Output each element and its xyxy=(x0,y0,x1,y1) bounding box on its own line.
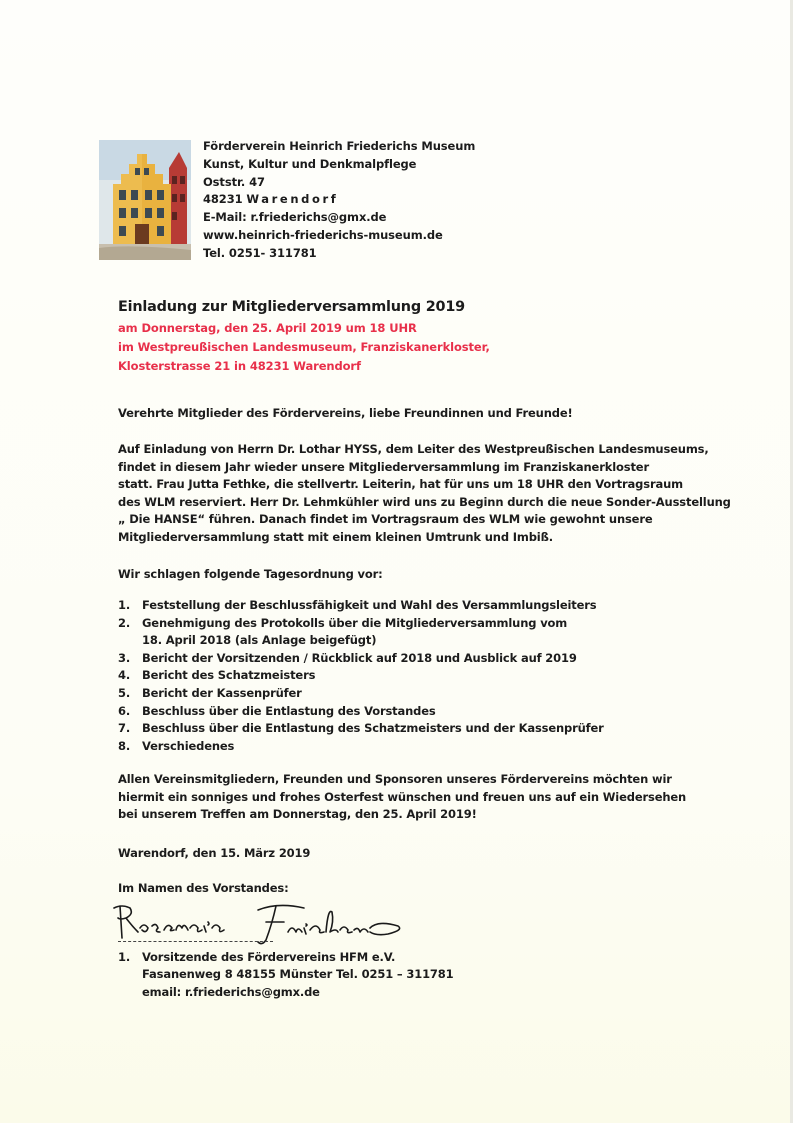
paragraph-line: statt. Frau Jutta Fethke, die stellvertr. Leiterin, hat für uns um 18 UHR den Vortragsraum xyxy=(118,477,683,492)
greeting xyxy=(118,405,573,423)
paragraph-line: findet in diesem Jahr wieder unsere Mitgliederversammlung im Franziskanerkloster xyxy=(118,459,649,474)
agenda-text: Verschiedenes xyxy=(142,738,235,753)
agenda-text: Bericht des Schatzmeisters xyxy=(142,668,316,683)
agenda-item xyxy=(118,597,604,615)
association-name: Förderverein Heinrich Friederichs Museum xyxy=(203,139,476,153)
agenda-item xyxy=(118,720,604,738)
agenda-intro xyxy=(118,566,383,584)
on-behalf-line: Im Namen des Vorstandes: xyxy=(118,881,289,895)
paragraph-line: Auf Einladung von Herrn Dr. Lothar HYSS, dem Leiter des Westpreußischen Landesmuseums, xyxy=(118,442,709,456)
event-date: am Donnerstag, den 25. April 2019 um 18 UHR xyxy=(118,321,417,335)
paragraph-line: „ Die HANSE“ führen. Danach findet im Vortragsraum des WLM wie gewohnt unsere xyxy=(118,512,653,527)
museum-building-logo xyxy=(99,140,191,260)
agenda-number: 1. xyxy=(118,598,131,612)
zip-code: 48231 xyxy=(203,192,243,207)
signer-email: email: r.friederichs@gmx.de xyxy=(142,984,320,999)
signer-role: Vorsitzende des Fördervereins HFM e.V. xyxy=(141,950,396,964)
agenda-item xyxy=(118,685,604,703)
event-venue: im Westpreußischen Landesmuseum, Franziskanerkloster, xyxy=(118,339,490,354)
agenda-text: Beschluss über die Entlastung des Vorstandes xyxy=(142,703,436,718)
agenda-text: Bericht der Kassenprüfer xyxy=(142,685,302,700)
paragraph-line: Mitgliederversammlung statt mit einem kleinen Umtrunk und Imbiß. xyxy=(118,529,553,544)
agenda-number: 3. xyxy=(118,650,131,665)
agenda-text: Beschluss über die Entlastung des Schatzmeisters und der Kassenprüfer xyxy=(142,721,604,736)
email-line: E-Mail: r.friederichs@gmx.de xyxy=(203,210,387,225)
event-details xyxy=(118,319,490,375)
association-subtitle: Kunst, Kultur und Denkmalpflege xyxy=(203,156,417,171)
agenda-item xyxy=(118,615,604,650)
paragraph-line: des WLM reserviert. Herr Dr. Lehmkühler wird uns zu Beginn durch die neue Sonder-Ausstellung xyxy=(118,494,731,509)
agenda-number: 2. xyxy=(118,615,131,630)
handwritten-signature xyxy=(108,898,408,954)
agenda-intro-line: Wir schlagen folgende Tagesordnung vor: xyxy=(118,567,383,581)
agenda-number: 6. xyxy=(118,703,131,718)
signer-address: Fasanenweg 8 48155 Münster Tel. 0251 – 311781 xyxy=(142,967,454,982)
place-date xyxy=(118,845,310,863)
agenda-number: 8. xyxy=(118,738,131,753)
greeting-line: Verehrte Mitglieder des Fördervereins, liebe Freundinnen und Freunde! xyxy=(118,406,573,420)
letter-title: Einladung zur Mitgliederversammlung 2019 xyxy=(118,299,465,315)
closing-paragraph xyxy=(118,771,686,824)
on-behalf xyxy=(118,880,289,898)
signature-line xyxy=(118,941,273,942)
street-address: Oststr. 47 xyxy=(203,174,265,189)
agenda-number: 4. xyxy=(118,668,131,683)
signer-role-number: 1. xyxy=(118,950,131,964)
city-line xyxy=(203,191,475,209)
agenda-list xyxy=(118,597,604,755)
agenda-item xyxy=(118,738,604,756)
agenda-number: 5. xyxy=(118,685,131,700)
place-date-line: Warendorf, den 15. März 2019 xyxy=(118,846,311,860)
agenda-item xyxy=(118,650,604,668)
agenda-text: Bericht der Vorsitzenden / Rückblick auf 2018 und Ausblick auf 2019 xyxy=(142,650,577,665)
association-header xyxy=(203,138,475,263)
signer-details xyxy=(118,949,454,1001)
paragraph-line: bei unserem Treffen am Donnerstag, den 25. April 2019! xyxy=(118,807,477,822)
agenda-text: 18. April 2018 (als Anlage beigefügt) xyxy=(142,633,377,648)
agenda-item xyxy=(118,667,604,685)
agenda-number: 7. xyxy=(118,721,131,736)
event-address: Klosterstrasse 21 in 48231 Warendorf xyxy=(118,358,361,373)
intro-paragraph xyxy=(118,441,731,547)
agenda-text: Genehmigung des Protokolls über die Mitgliederversammlung vom xyxy=(142,615,568,630)
agenda-text: Feststellung der Beschlussfähigkeit und Wahl des Versammlungsleiters xyxy=(142,598,597,612)
phone-line: Tel. 0251- 311781 xyxy=(203,245,317,260)
city-name: Warendorf xyxy=(246,192,339,207)
website-line: www.heinrich-friederichs-museum.de xyxy=(203,227,443,242)
paragraph-line: hiermit ein sonniges und frohes Osterfest wünschen und freuen uns auf ein Wiedersehen xyxy=(118,789,687,804)
signer-role-line xyxy=(118,949,454,966)
agenda-item xyxy=(118,703,604,721)
paragraph-line: Allen Vereinsmitgliedern, Freunden und Sponsoren unseres Fördervereins möchten wir xyxy=(118,772,672,786)
